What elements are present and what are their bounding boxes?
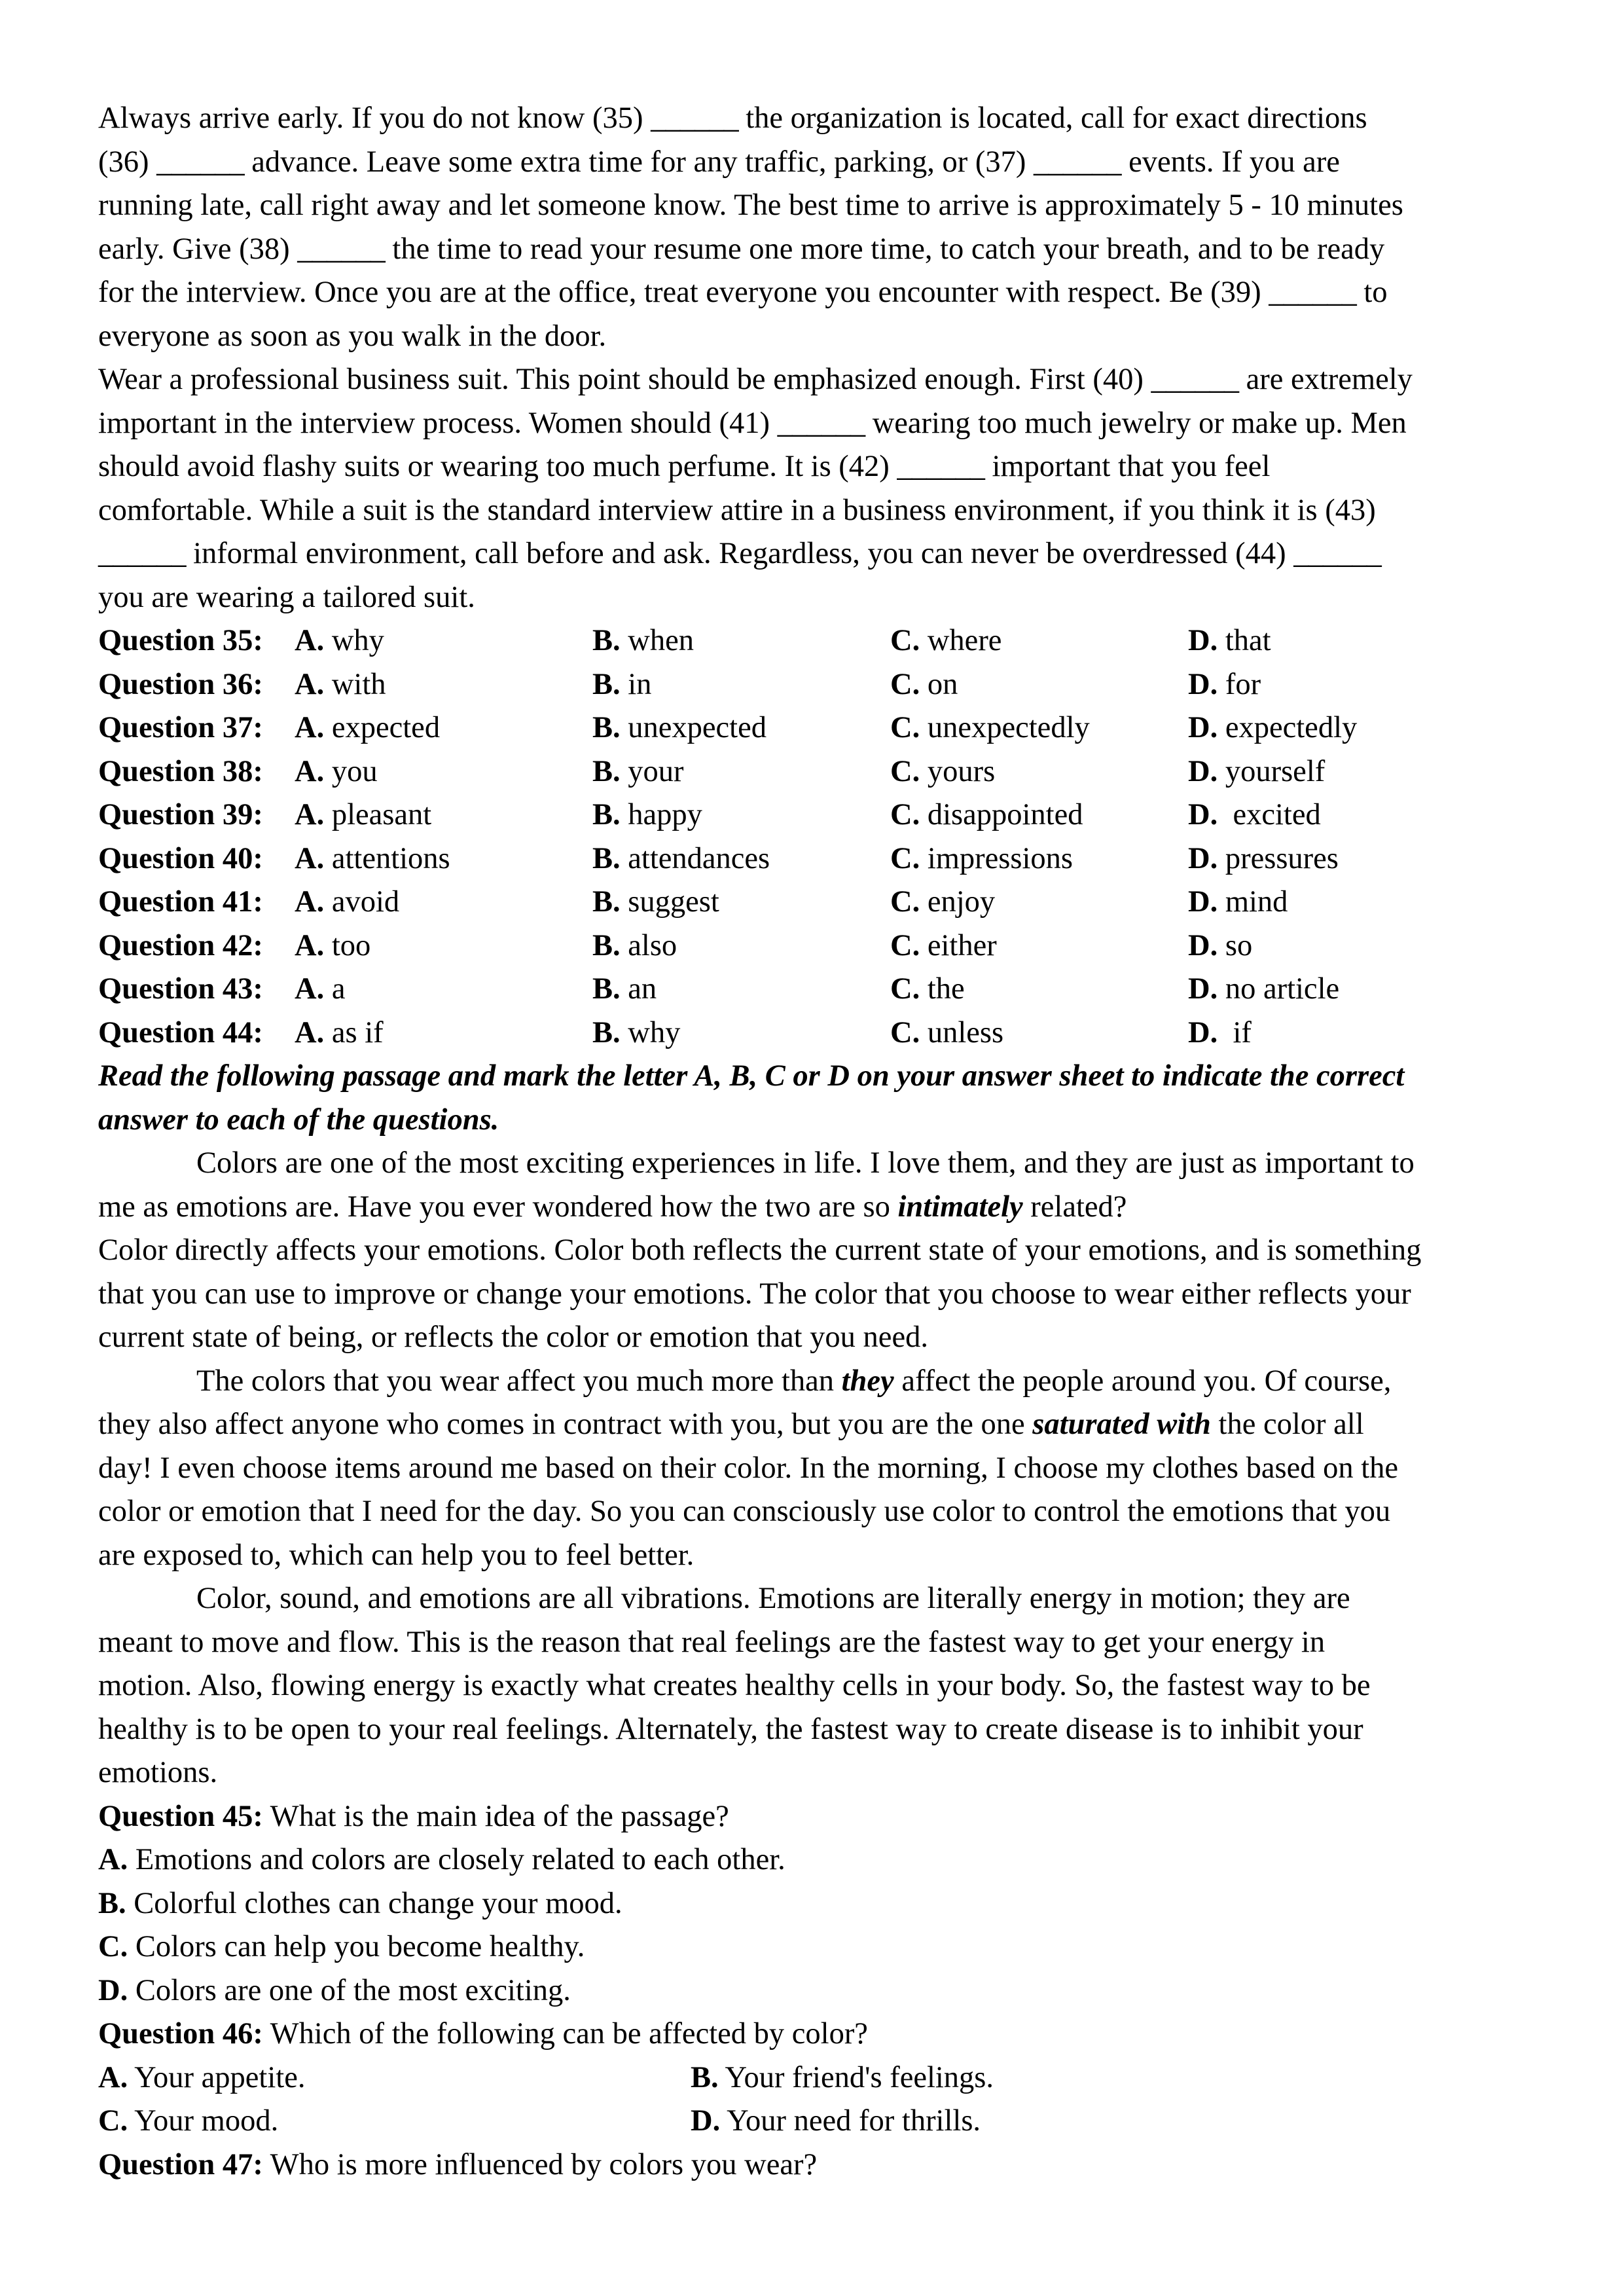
option-letter: B. [592, 798, 621, 831]
option-text: avoid [324, 885, 400, 919]
option-text: yours [920, 754, 996, 788]
text-line: Color, sound, and emotions are all vibrations. Emotions are literally energy in motion; they are [196, 1582, 1350, 1615]
option-text: expectedly [1218, 711, 1358, 744]
question-label: Question 44: [98, 1015, 263, 1049]
answer-option[interactable] [592, 619, 890, 663]
answer-option[interactable] [295, 1011, 592, 1055]
text-line: healthy is to be open to your real feelings. Alternately, the fastest way to create disease is to inhibit your [98, 1712, 1363, 1746]
option-letter: C. [890, 711, 920, 744]
answer-option[interactable] [592, 881, 890, 924]
cloze-question-row [98, 881, 1538, 924]
option-letter: A. [295, 667, 325, 701]
answer-option[interactable] [295, 663, 592, 707]
question-label: Question 39: [98, 798, 263, 831]
text-line: color or emotion that I need for the day. So you can consciously use color to control the emotions that you [98, 1495, 1391, 1528]
cloze-question-row [98, 924, 1538, 968]
exam-page [98, 97, 1538, 2187]
question-stem: Question 47: Who is more influenced by colors you wear? [98, 2147, 818, 2181]
instruction-line: answer to each of the questions. [98, 1102, 499, 1137]
option-letter: C. [890, 798, 920, 831]
answer-option[interactable] [1188, 837, 1450, 881]
answer-option[interactable] [890, 881, 1188, 924]
option-text: impressions [920, 841, 1074, 875]
option-text: no article [1218, 972, 1340, 1006]
option-letter: C. [890, 1015, 920, 1049]
option-letter: B. [592, 667, 621, 701]
option-text: in [620, 667, 652, 701]
answer-option[interactable] [890, 968, 1188, 1011]
option-letter: C. [890, 885, 920, 919]
text-line: they also affect anyone who comes in contract with you, but you are the one saturated with the color all [98, 1408, 1364, 1441]
answer-option[interactable] [592, 663, 890, 707]
answer-option[interactable] [1188, 750, 1450, 794]
option-letter: A. [295, 885, 325, 919]
blank-35: ______ [651, 101, 738, 135]
option-row [98, 2056, 1538, 2100]
option-letter: B. [592, 928, 621, 962]
text-line: The colors that you wear affect you much more than they affect the people around you. Of course, [196, 1364, 1392, 1398]
answer-option[interactable]: A. Your appetite. [98, 2060, 306, 2094]
question-label: Question 42: [98, 928, 263, 962]
answer-option[interactable]: A. Emotions and colors are closely related to each other. [98, 1843, 785, 1876]
text-line: day! I even choose items around me based on their color. In the morning, I choose my clothes based on the [98, 1451, 1399, 1485]
text-line: running late, call right away and let someone know. The best time to arrive is approximately 5 - 10 minutes [98, 189, 1403, 222]
question-label: Question 38: [98, 754, 263, 788]
answer-option[interactable] [1188, 924, 1450, 968]
answer-option[interactable] [890, 663, 1188, 707]
blank-42: ______ [897, 450, 984, 483]
text-line: for the interview. Once you are at the office, treat everyone you encounter with respect. Be (39) ______ to [98, 276, 1388, 309]
option-text: pressures [1218, 841, 1339, 875]
option-text: pleasant [324, 798, 432, 831]
cloze-question-row [98, 663, 1538, 707]
option-text: unless [920, 1015, 1004, 1049]
text-line: Always arrive early. If you do not know (35) ______ the organization is located, call for exact directions [98, 101, 1367, 135]
highlighted-word-they: they [841, 1364, 894, 1398]
option-letter: D. [1188, 1015, 1218, 1049]
answer-option[interactable] [592, 706, 890, 750]
option-text: suggest [620, 885, 719, 919]
cloze-question-row [98, 750, 1538, 794]
option-text: that [1218, 624, 1271, 657]
option-letter: C. [890, 667, 920, 701]
option-text: when [620, 624, 694, 657]
text-line: Color directly affects your emotions. Color both reflects the current state of your emotions, and is something [98, 1233, 1422, 1267]
option-letter: A. [295, 841, 325, 875]
answer-option[interactable]: C. Colors can help you become healthy. [98, 1930, 585, 1963]
text-line: comfortable. While a suit is the standard interview attire in a business environment, if you think it is (43) [98, 493, 1376, 527]
text-line: Wear a professional business suit. This point should be emphasized enough. First (40) ______ are extremely [98, 363, 1413, 396]
option-text: why [324, 624, 384, 657]
answer-option[interactable] [1188, 619, 1450, 663]
question-label: Question 43: [98, 972, 263, 1006]
text-line: should avoid flashy suits or wearing too much perfume. It is (42) ______ important that you feel [98, 450, 1271, 483]
question-label: Question 45: [98, 1799, 263, 1833]
answer-option[interactable] [592, 837, 890, 881]
cloze-question-row [98, 968, 1538, 1011]
answer-option[interactable]: D. Colors are one of the most exciting. [98, 1973, 571, 2007]
answer-option[interactable] [1188, 706, 1450, 750]
answer-option[interactable] [890, 619, 1188, 663]
question-45 [98, 1795, 1538, 2013]
option-letter: D. [1188, 667, 1218, 701]
option-letter: A. [295, 928, 325, 962]
text-line: emotions. [98, 1756, 218, 1789]
option-letter: A. [295, 711, 325, 744]
answer-option[interactable] [295, 706, 592, 750]
option-letter: D. [1188, 841, 1218, 875]
option-text: attendances [620, 841, 770, 875]
option-text: expected [324, 711, 441, 744]
option-letter: D. [1188, 928, 1218, 962]
option-text: enjoy [920, 885, 996, 919]
option-text: attentions [324, 841, 450, 875]
option-letter: C. [890, 928, 920, 962]
answer-option[interactable] [1188, 968, 1450, 1011]
blank-36: ______ [156, 145, 244, 179]
answer-option[interactable]: B. Colorful clothes can change your mood. [98, 1886, 623, 1920]
blank-38: ______ [297, 232, 385, 266]
answer-option[interactable] [592, 793, 890, 837]
option-text: you [324, 754, 378, 788]
text-line: are exposed to, which can help you to feel better. [98, 1538, 695, 1572]
option-text: a [324, 972, 346, 1006]
answer-option[interactable] [295, 793, 592, 837]
option-letter: B. [592, 841, 621, 875]
cloze-question-row [98, 837, 1538, 881]
option-text: happy [620, 798, 702, 831]
text-line: current state of being, or reflects the color or emotion that you need. [98, 1321, 928, 1354]
text-line: everyone as soon as you walk in the door. [98, 319, 607, 353]
answer-option[interactable] [592, 1011, 890, 1055]
blank-39: ______ [1269, 276, 1356, 309]
answer-option[interactable] [295, 619, 592, 663]
reading-passage [98, 1142, 1538, 1795]
cloze-question-row [98, 793, 1538, 837]
answer-option[interactable]: B. Your friend's feelings. [691, 2060, 994, 2094]
question-label: Question 46: [98, 2017, 263, 2050]
option-text: where [920, 624, 1002, 657]
option-text: with [324, 667, 386, 701]
answer-option[interactable] [1188, 881, 1450, 924]
highlighted-phrase-saturated-with: saturated with [1032, 1408, 1211, 1441]
option-row [98, 2100, 1538, 2143]
text-line: that you can use to improve or change your emotions. The color that you choose to wear either reflects your [98, 1277, 1411, 1311]
answer-option[interactable] [1188, 793, 1450, 837]
option-text: disappointed [920, 798, 1083, 831]
text-line: important in the interview process. Women should (41) ______ wearing too much jewelry or make up. Men [98, 406, 1407, 440]
option-letter: A. [295, 972, 325, 1006]
question-label: Question 37: [98, 711, 263, 744]
option-letter: C. [890, 754, 920, 788]
option-text: an [620, 972, 657, 1006]
cloze-paragraph-2 [98, 358, 1538, 619]
text-line: Colors are one of the most exciting experiences in life. I love them, and they are just as important to [196, 1146, 1415, 1180]
answer-option[interactable] [295, 881, 592, 924]
question-stem: Question 46: Which of the following can be affected by color? [98, 2017, 868, 2050]
option-letter: A. [295, 754, 325, 788]
option-text: yourself [1218, 754, 1326, 788]
answer-option[interactable] [890, 750, 1188, 794]
question-label: Question 41: [98, 885, 263, 919]
option-text: if [1218, 1015, 1252, 1049]
option-text: on [920, 667, 958, 701]
answer-option[interactable] [1188, 663, 1450, 707]
cloze-question-row [98, 1011, 1538, 1055]
answer-option[interactable]: D. Your need for thrills. [691, 2104, 981, 2138]
option-letter: A. [295, 798, 325, 831]
answer-option[interactable] [890, 1011, 1188, 1055]
option-text: too [324, 928, 371, 962]
text-line: early. Give (38) ______ the time to read your resume one more time, to catch your breath, and to be ready [98, 232, 1385, 266]
question-stem: Question 45: What is the main idea of the passage? [98, 1799, 729, 1833]
option-text: why [620, 1015, 681, 1049]
cloze-question-list [98, 619, 1538, 1055]
text-line: ______ informal environment, call before and ask. Regardless, you can never be overdressed (44) ______ [98, 537, 1381, 570]
answer-option[interactable] [592, 968, 890, 1011]
option-letter: D. [1188, 798, 1218, 831]
question-label: Question 47: [98, 2147, 263, 2181]
answer-option[interactable] [295, 837, 592, 881]
cloze-question-row [98, 619, 1538, 663]
answer-option[interactable] [890, 924, 1188, 968]
question-label: Question 35: [98, 624, 263, 657]
option-letter: B. [592, 885, 621, 919]
option-text: excited [1218, 798, 1321, 831]
answer-option[interactable]: C. Your mood. [98, 2104, 279, 2138]
answer-option[interactable] [592, 750, 890, 794]
answer-option[interactable] [1188, 1011, 1450, 1055]
answer-option[interactable] [295, 750, 592, 794]
option-text: either [920, 928, 997, 962]
cloze-question-row [98, 706, 1538, 750]
highlighted-word-intimately: intimately [897, 1190, 1023, 1224]
option-letter: B. [592, 711, 621, 744]
text-line: meant to move and flow. This is the reason that real feelings are the fastest way to get your energy in [98, 1625, 1326, 1659]
question-46 [98, 2013, 1538, 2143]
text-line: me as emotions are. Have you ever wondered how the two are so intimately related? [98, 1190, 1127, 1224]
option-letter: D. [1188, 711, 1218, 744]
option-letter: B. [592, 754, 621, 788]
answer-option[interactable] [890, 793, 1188, 837]
option-letter: C. [890, 972, 920, 1006]
option-letter: A. [295, 624, 325, 657]
option-text: unexpectedly [920, 711, 1090, 744]
option-text: unexpected [620, 711, 767, 744]
answer-option[interactable] [890, 706, 1188, 750]
blank-40: ______ [1151, 363, 1238, 396]
option-text: mind [1218, 885, 1288, 919]
answer-option[interactable] [890, 837, 1188, 881]
text-line: motion. Also, flowing energy is exactly what creates healthy cells in your body. So, the fastest way to be [98, 1669, 1371, 1702]
answer-option[interactable] [592, 924, 890, 968]
option-letter: B. [592, 1015, 621, 1049]
option-letter: D. [1188, 885, 1218, 919]
section-instruction [98, 1055, 1538, 1142]
answer-option[interactable] [295, 968, 592, 1011]
blank-44: ______ [1293, 537, 1381, 570]
question-label: Question 40: [98, 841, 263, 875]
option-letter: C. [890, 624, 920, 657]
answer-option[interactable] [295, 924, 592, 968]
instruction-line: Read the following passage and mark the letter A, B, C or D on your answer sheet to indicate the correct [98, 1059, 1405, 1093]
option-text: your [620, 754, 684, 788]
option-text: for [1218, 667, 1261, 701]
blank-41: ______ [777, 406, 865, 440]
option-text: so [1218, 928, 1253, 962]
question-47 [98, 2143, 1538, 2187]
option-letter: D. [1188, 754, 1218, 788]
cloze-paragraph-1 [98, 97, 1538, 358]
text-line: you are wearing a tailored suit. [98, 580, 475, 614]
option-letter: A. [295, 1015, 325, 1049]
text-line: (36) ______ advance. Leave some extra time for any traffic, parking, or (37) ______ events. If you are [98, 145, 1340, 179]
blank-37: ______ [1033, 145, 1121, 179]
option-letter: C. [890, 841, 920, 875]
question-label: Question 36: [98, 667, 263, 701]
option-letter: D. [1188, 624, 1218, 657]
blank-43: ______ [98, 537, 186, 570]
option-letter: B. [592, 624, 621, 657]
option-text: the [920, 972, 965, 1006]
option-letter: D. [1188, 972, 1218, 1006]
option-text: also [620, 928, 677, 962]
option-letter: B. [592, 972, 621, 1006]
option-text: as if [324, 1015, 384, 1049]
